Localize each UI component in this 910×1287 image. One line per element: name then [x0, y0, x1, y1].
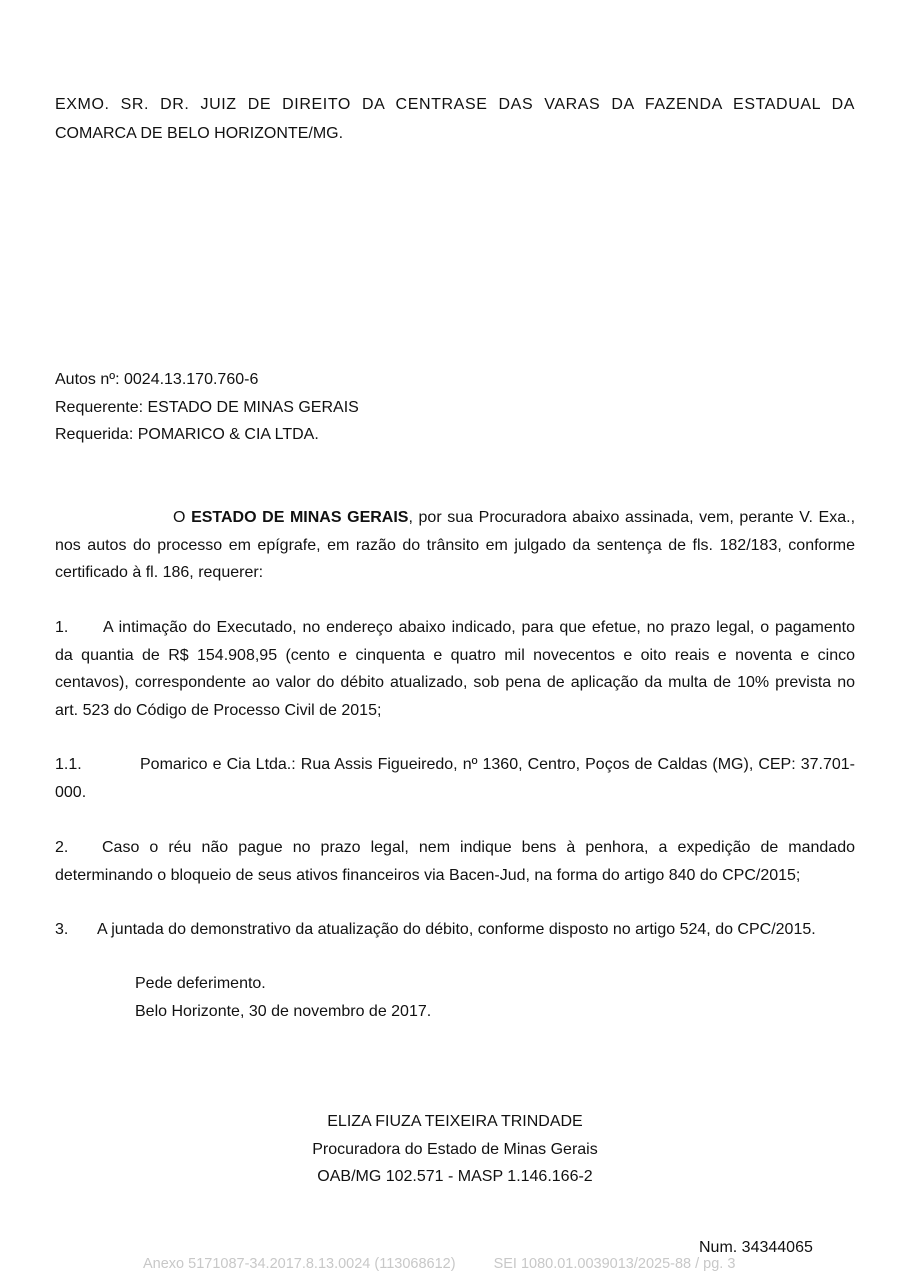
intro-prefix: O — [173, 509, 192, 526]
item-number: 1.1. — [55, 756, 82, 773]
intro-party: ESTADO DE MINAS GERAIS — [191, 509, 409, 526]
item-number: 3. — [55, 921, 69, 938]
request-item-2 — [55, 834, 855, 889]
request-item-1-1 — [55, 751, 855, 806]
addressee-line-2: COMARCA DE BELO HORIZONTE/MG. — [55, 125, 344, 142]
item-text: Pomarico e Cia Ltda.: Rua Assis Figueiredo, nº 1360, Centro, Poços de Caldas (MG), CEP: 37.701-000. — [55, 756, 855, 801]
item-text: A intimação do Executado, no endereço abaixo indicado, para que efetue, no prazo legal, o pagamento da quantia de R$ 154.908,95 (cento e cinquenta e quatro mil novecentos e oito reais e noventa e cinco centavos), correspondente ao valor do débito atualizado, sob pena de aplicação da multa de 10% prevista no art. 523 do Código de Processo Civil de 2015; — [55, 619, 855, 719]
document-number: Num. 34344065 — [699, 1239, 813, 1256]
closing-block — [135, 970, 431, 1025]
closing-place-date: Belo Horizonte, 30 de novembro de 2017. — [135, 1002, 432, 1020]
item-text: Caso o réu não pague no prazo legal, nem indique bens à penhora, a expedição de mandado determinando o bloqueio de seus ativos financeiros via Bacen-Jud, na forma do artigo 840 do CPC/2015; — [55, 839, 855, 884]
item-text: A juntada do demonstrativo da atualização do débito, conforme disposto no artigo 524, do CPC/2015. — [97, 921, 816, 938]
closing-request: Pede deferimento. — [135, 975, 266, 992]
signer-registration: OAB/MG 102.571 - MASP 1.146.166-2 — [317, 1168, 593, 1185]
case-number: Autos nº: 0024.13.170.760-6 — [55, 371, 259, 388]
item-number: 1. — [55, 619, 69, 636]
footer-annex: Anexo 5171087-34.2017.8.13.0024 (113068612) — [143, 1256, 456, 1272]
case-info-block — [55, 366, 855, 449]
case-requerente: Requerente: ESTADO DE MINAS GERAIS — [55, 398, 359, 416]
footer-sei: SEI 1080.01.0039013/2025-88 / pg. 3 — [493, 1256, 736, 1272]
request-item-3 — [55, 916, 855, 944]
case-requerida: Requerida: POMARICO & CIA LTDA. — [55, 426, 319, 443]
signer-name: ELIZA FIUZA TEIXEIRA TRINDADE — [327, 1113, 583, 1130]
addressee-block — [55, 90, 855, 148]
intro-text: , por sua Procuradora abaixo assinada, vem, perante V. Exa., nos autos do processo em epígrafe, em razão do trânsito em julgado da sentença de fls. 182/183, conforme certificado à fl. 186, requerer: — [55, 509, 856, 581]
intro-paragraph — [55, 504, 855, 587]
page-footer — [143, 1256, 735, 1272]
addressee-line-1: EXMO. SR. DR. JUIZ DE DIREITO DA CENTRASE DAS VARAS DA FAZENDA ESTADUAL DA — [55, 96, 855, 113]
signature-block — [0, 1108, 910, 1191]
request-item-1 — [55, 614, 855, 724]
item-number: 2. — [55, 839, 69, 856]
signer-role: Procuradora do Estado de Minas Gerais — [312, 1140, 598, 1158]
